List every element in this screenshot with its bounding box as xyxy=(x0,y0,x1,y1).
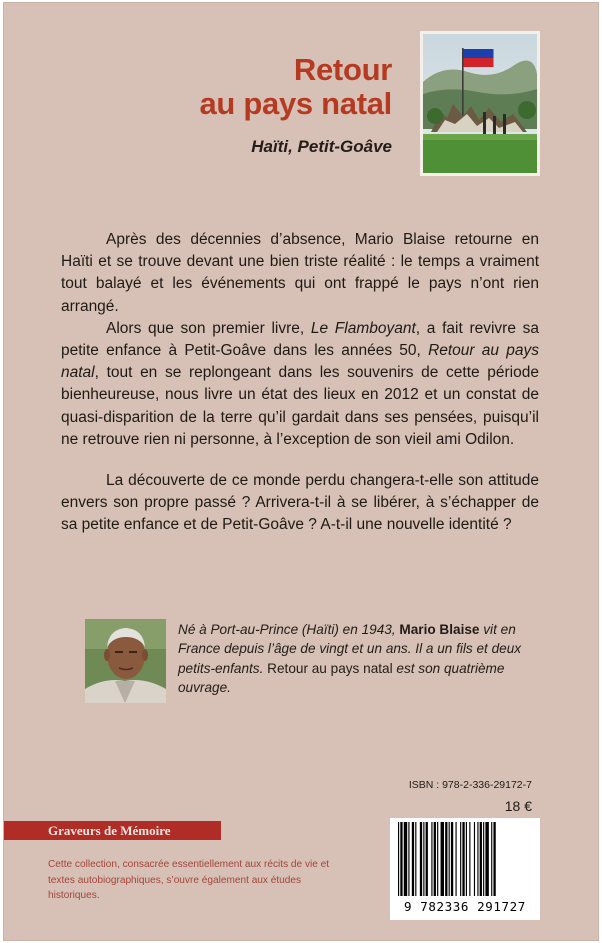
barcode-digits: 9 782336 291727 xyxy=(404,899,526,914)
barcode-bar xyxy=(400,822,402,896)
barcode-bar xyxy=(431,822,432,896)
collection-description: Cette collection, consacrée essentiellement aux récits de vie et textes autobiographiques, s’ouvre également aux études historiques. xyxy=(48,859,330,901)
barcode-bar xyxy=(456,822,457,896)
barcode-bar xyxy=(462,822,464,896)
blurb-p2-text-e: , tout en se replongeant dans les souvenirs de cette période bienheureuse, nous livre un état des lieux en 2012 et un constat de quasi-disparition de la terre qu’il gardait dans ses pensées, puisqu’il ne retrouve rien ni personne, à l’exception de son vieil ami Odilon. xyxy=(61,364,539,448)
barcode-bar xyxy=(408,822,409,896)
barcode-bar xyxy=(485,822,488,896)
blurb-p2-text-a: Alors que son premier livre, xyxy=(106,319,311,337)
barcode-bar xyxy=(420,822,422,896)
barcode-bar xyxy=(398,822,399,896)
price: 18 € xyxy=(504,798,532,814)
bio-text-e: est son quatrième ouvrage. xyxy=(178,660,505,696)
blurb-p2-text-c: , a fait revivre sa petite enfance à Petit-Goâve dans les années 50, xyxy=(61,319,540,360)
flag-monument-illustration xyxy=(423,34,537,173)
bio-author-name: Mario Blaise xyxy=(399,622,480,637)
barcode-bar xyxy=(423,822,424,896)
barcode-bar xyxy=(491,822,492,896)
bio-text-c: vit en France depuis l’âge de vingt et un ans. Il a un fils et deux petits-enfants. xyxy=(178,622,522,676)
barcode xyxy=(390,818,540,920)
barcode-bar xyxy=(480,822,482,896)
title-line-2: au pays natal xyxy=(199,86,392,121)
collection-name: Graveurs de Mémoire xyxy=(48,823,171,838)
back-cover xyxy=(3,2,599,941)
blurb-paragraph-3: La découverte de ce monde perdu changera-t-elle son attitude envers son propre passé ? Arrivera-t-il à se libérer, à s’échapper de sa petite enfance et de Petit-Goâve ? A-t-il une nouvelle identité ? xyxy=(61,472,539,534)
blurb-paragraph-2 xyxy=(61,318,539,451)
barcode-bar xyxy=(460,822,461,896)
barcode-bar xyxy=(483,822,484,896)
barcode-bar xyxy=(426,822,428,896)
barcode-bar xyxy=(404,822,407,896)
book-subtitle: Haïti, Petit-Goâve xyxy=(251,137,392,156)
author-bio xyxy=(178,620,546,698)
barcode-bar xyxy=(466,822,467,896)
blurb-p2-title-retour: Retour au pays natal xyxy=(61,342,539,382)
barcode-bar xyxy=(477,822,478,896)
book-title xyxy=(199,53,392,121)
barcode-bar xyxy=(449,822,450,896)
barcode-bar xyxy=(437,822,438,896)
isbn: ISBN : 978-2-336-29172-7 xyxy=(408,779,532,791)
barcode-bar xyxy=(415,822,416,896)
cover-photo-flag-monument xyxy=(420,31,540,176)
barcode-bar xyxy=(412,822,414,896)
barcode-bar xyxy=(441,822,444,896)
barcode-bar xyxy=(474,822,475,896)
barcode-bars xyxy=(390,818,540,898)
blurb xyxy=(61,229,539,537)
barcode-bar xyxy=(451,822,453,896)
author-portrait-illustration xyxy=(85,619,166,703)
barcode-bar xyxy=(434,822,436,896)
collection-band xyxy=(4,821,221,840)
bio-book-title: Retour au pays natal xyxy=(263,660,397,676)
title-line-1: Retour xyxy=(293,52,392,87)
barcode-bar xyxy=(493,822,495,896)
barcode-bar xyxy=(445,822,447,896)
bio-text-a: Né à Port-au-Prince (Haïti) en 1943, xyxy=(178,622,400,637)
barcode-bar xyxy=(469,822,470,896)
blurb-paragraph-1: Après des décennies d’absence, Mario Blaise retourne en Haïti et se trouve devant une bien triste réalité : le temps a vraiment tout balayé et les événements qui ont frappé le pays n’ont rien arrangé. xyxy=(61,231,539,315)
author-photo xyxy=(85,619,166,703)
blurb-p2-title-flamboyant: Le Flamboyant xyxy=(310,319,416,337)
